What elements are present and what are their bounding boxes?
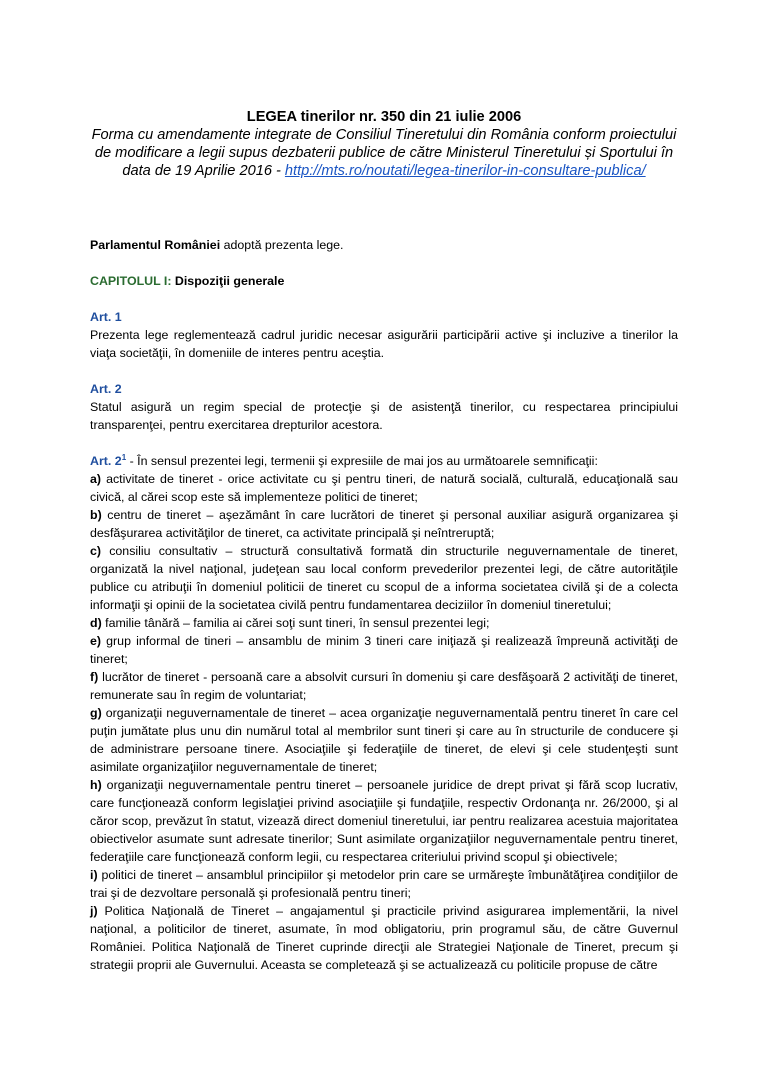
item-text: grup informal de tineri – ansamblu de minim 3 tineri care iniţiază şi realizează împreună activităţi de tineret; [90,634,678,666]
parliament-label: Parlamentul României [90,238,221,252]
item-letter: j) [90,904,98,918]
definition-item [90,632,678,668]
definition-item [90,902,678,974]
item-text: activitate de tineret - orice activitate cu şi pentru tineri, de natură socială, culturală, educaţională sau civică, al cărei scop este să implementeze politici de tineret; [90,472,678,504]
intro-paragraph [90,236,678,254]
item-text: centru de tineret – aşezământ în care lucrători de tineret şi personal auxiliar asigură organizarea şi desfăşurarea activităţilor de tineret, ca activitate principală şi neîntreruptă; [90,508,678,540]
document-header [88,108,680,180]
item-letter: f) [90,670,99,684]
art2-text: Statul asigură un regim special de protecţie şi de asistenţă tinerilor, cu respectarea principiului transparenţei, pentru exercitarea drepturilor acestora. [90,400,678,432]
item-letter: e) [90,634,102,648]
item-letter: b) [90,508,102,522]
art21-intro: - În sensul prezentei legi, termenii şi expresiile de mai jos au următoarele semnificaţii: [126,454,598,468]
definition-item [90,614,678,632]
definition-item [90,704,678,776]
definition-item [90,542,678,614]
item-letter: g) [90,706,102,720]
item-text: organizaţii neguvernamentale de tineret – acea organizaţie neguvernamentală pentru tineret în care cel puţin jumătate plus unu din numărul total al membrilor sunt tineri şi care au în structurile de conducere şi de administrare persoane tinere. Asociaţiile şi federaţiile de tineret, de elevi şi cele studenţeşti sunt asimilate organizaţiilor neguvernamentale de tineret; [90,706,678,774]
art21-heading: Art. 2 [90,454,122,468]
intro-text: adoptă prezenta lege. [220,238,344,252]
item-text: lucrător de tineret - persoană care a absolvit cursuri în domeniu şi care desfăşoară 2 activităţi de tineret, remunerate sau în regim de voluntariat; [90,670,678,702]
definition-item [90,470,678,506]
subtitle-text: Forma cu amendamente integrate de Consiliul Tineretului din România conform proiectului de modificare a legii supus dezbaterii publice de către Ministerul Tineretului și Sportului în data de 19 Aprilie 2016 - [91,127,677,179]
item-letter: c) [90,544,102,558]
item-text: consiliu consultativ – structură consultativă formată din structurile neguvernamentale de tineret, organizată la nivel naţional, judeţean sau local conform prevederilor prezentei legi, de către autorităţile publice cu atribuţii în domeniul politicii de tineret cu scopul de a informa societatea civilă şi de a colecta informaţii şi opinii de la societatea civilă pentru fundamentarea deciziilor în domeniul tineretului; [90,544,678,612]
chapter-label: CAPITOLUL I: [90,274,172,288]
law-subtitle [88,126,680,180]
item-letter: h) [90,778,102,792]
item-letter: i) [90,868,98,882]
chapter-heading [90,272,678,290]
item-letter: a) [90,472,102,486]
document-body [90,236,678,974]
item-text: organizaţii neguvernamentale pentru tineret – persoanele juridice de drept privat şi fără scop lucrativ, care funcţionează conform legislaţiei privind asociaţiile şi fundaţiile, respectiv Ordonanţa nr. 26/2000, şi al căror scop, prevăzut în statut, vizează direct domeniul tineretului, iar pentru realizarea acestuia majoritatea obiectivelor asumate sunt adresate tinerilor; Sunt asimilate organizaţiilor neguvernamentale pentru tineret, federaţiile care funcţionează conform legii, cu respectarea criteriului privind scopul şi obiectivele; [90,778,678,864]
law-title: LEGEA tinerilor nr. 350 din 21 iulie 2006 [246,109,522,125]
art21-paragraph [90,452,678,470]
art1-text: Prezenta lege reglementează cadrul juridic necesar asigurării participării active şi incluzive a tinerilor la viaţa societăţii, în domeniile de interes pentru aceştia. [90,328,678,360]
consultation-link[interactable]: http://mts.ro/noutati/legea-tinerilor-in-consultare-publica/ [284,163,646,179]
item-text: familie tânără – familia ai cărei soţi sunt tineri, în sensul prezentei legi; [101,616,490,630]
definition-item [90,668,678,704]
definition-item [90,866,678,902]
definition-item [90,506,678,542]
art1-heading: Art. 1 [90,310,122,324]
item-text: politici de tineret – ansamblul principiilor şi metodelor prin care se urmăreşte îmbunătăţirea condiţiilor de trai şi de dezvoltare personală şi profesională pentru tineri; [90,868,678,900]
chapter-title: Dispoziţii generale [171,274,285,288]
item-letter: d) [90,616,102,630]
art21-sup: 1 [121,452,127,462]
item-text: Politica Naţională de Tineret – angajamentul şi practicile privind asigurarea implementării, la nivel naţional, a politicilor de tineret, asumate, în mod obligatoriu, prin programul său, de către Guvernul României. Politica Naţională de Tineret cuprinde direcţii ale Strategiei Naţionale de Tineret, precum şi strategii proprii ale Guvernului. Aceasta se completează şi se actualizează cu politicile propuse de către [90,904,678,972]
art2-heading: Art. 2 [90,382,122,396]
definition-item [90,776,678,866]
